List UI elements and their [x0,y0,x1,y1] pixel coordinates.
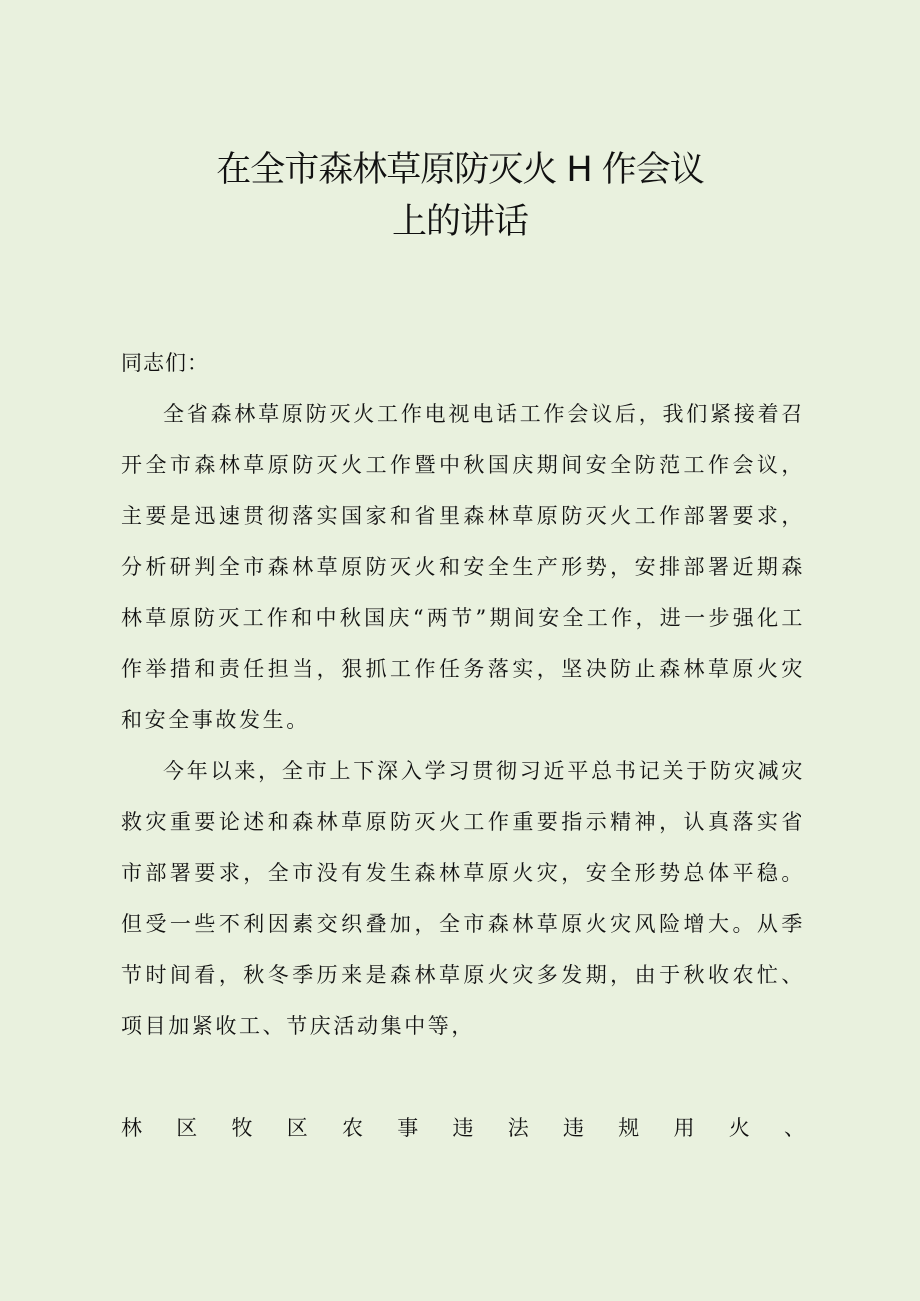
document-title-line2: 上的讲话 [391,202,528,242]
last-line-char: 法 [507,1116,529,1140]
last-line-char: 违 [452,1116,474,1140]
salutation: 同志们： [121,351,209,375]
last-line-char: 农 [342,1116,363,1140]
paragraph-2: 今年以来，全市上下深入学习贯彻习近平总书记关于防灾减灾救灾重要论述和森林草原防灭火工作重要指示精神，认真落实省市部署要求，全市没有发生森林草原火灾，安全形势总体平稳。但受一些不利因素交织叠加，全市森林草原火灾风险增大。从季节时间看，秋冬季历来是森林草原火灾多发期，由于秋收农忙、项目加紧收工、节庆活动集中等， [121,759,805,1038]
last-line-char: 林 [121,1116,142,1140]
last-line [121,1103,805,1154]
last-line-char: 火 [728,1116,750,1140]
last-line-char: 、 [784,1116,805,1140]
last-line-char: 用 [673,1116,695,1140]
document-title-line1: 在全市森林草原防灭火 H 作会议 [216,150,704,190]
last-line-char: 区 [176,1116,198,1140]
last-line-char: 违 [563,1116,584,1140]
paragraph-1: 全省森林草原防灭火工作电视电话工作会议后，我们紧接着召开全市森林草原防灭火工作暨中秋国庆期间安全防范工作会议，主要是迅速贯彻落实国家和省里森林草原防灭火工作部署要求，分析研判全市森林草原防灭火和安全生产形势，安排部署近期森林草原防灭工作和中秋国庆“两节”期间安全工作，进一步强化工作举措和责任担当，狠抓工作任务落实，坚决防止森林草原火灾和安全事故发生。 [121,402,805,732]
last-line-char: 区 [286,1116,308,1140]
last-line-char: 牧 [231,1116,253,1140]
last-line-char: 规 [618,1116,640,1140]
last-line-char: 事 [397,1116,419,1140]
